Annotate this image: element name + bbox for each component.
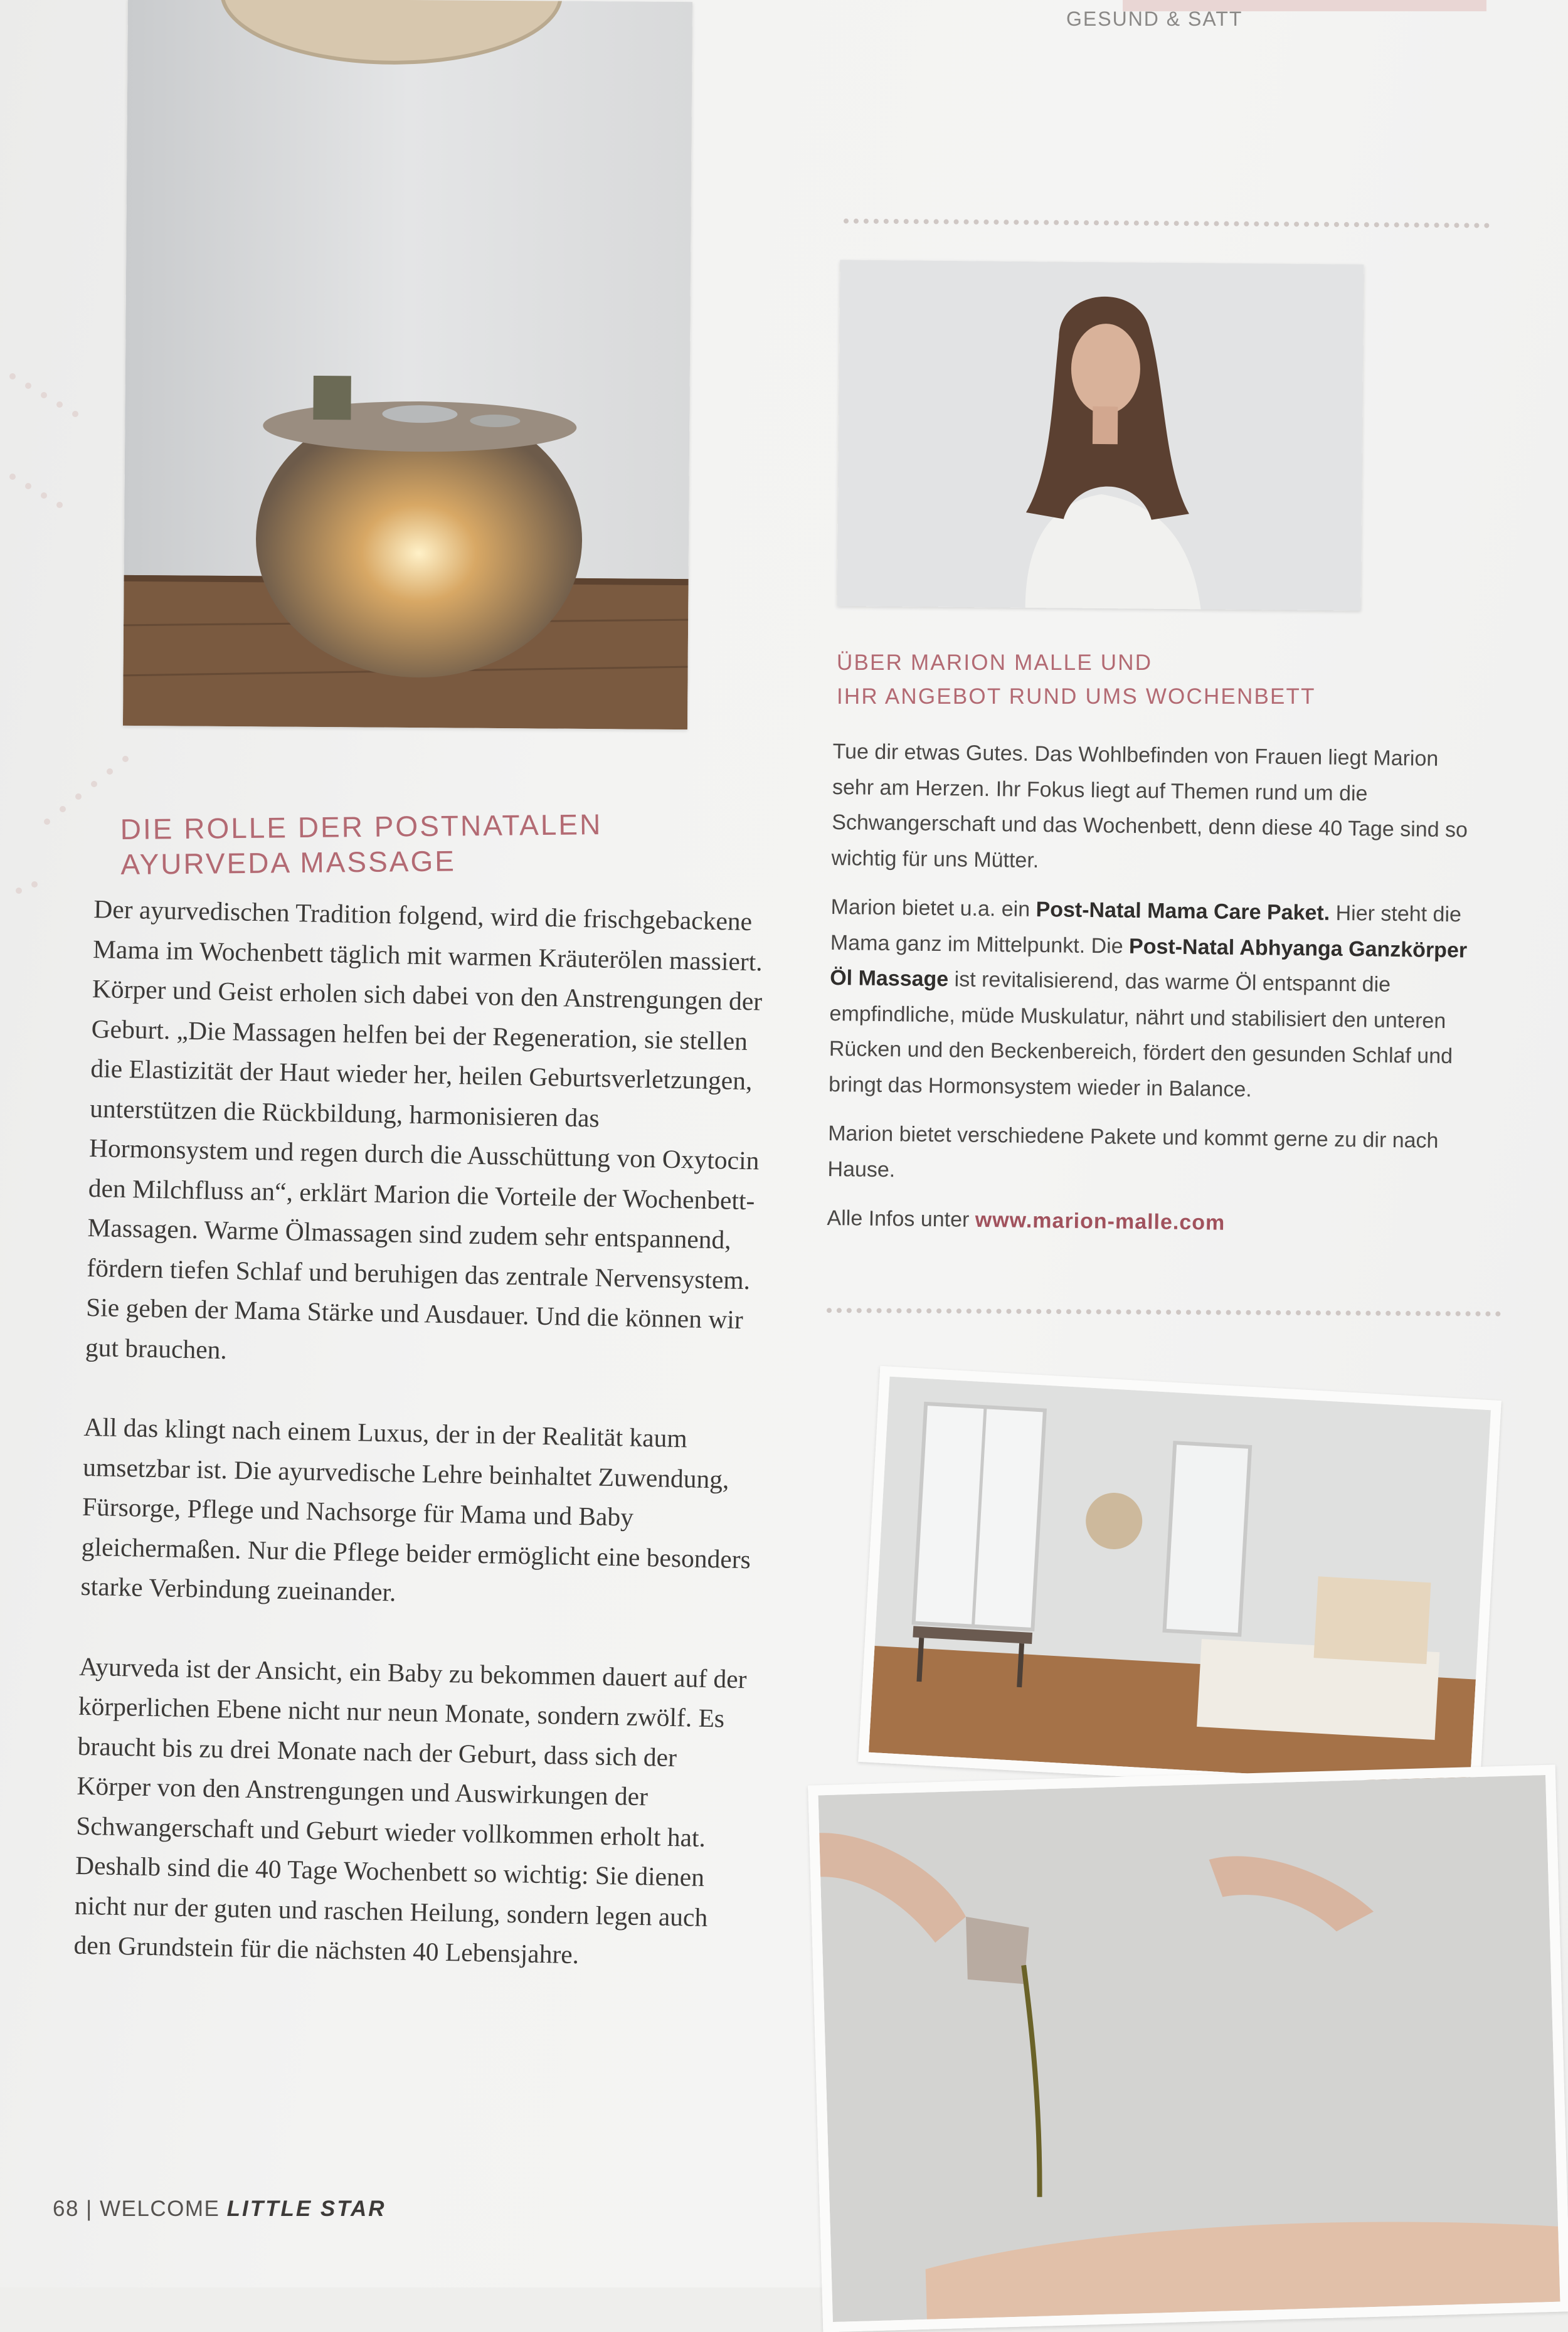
about-intro-paragraph: Tue dir etwas Gutes. Das Wohlbefinden von Frauen liegt Marion sehr am Herzen. Ihr Fokus liegt auf Themen rund um die Schwangerschaft und das Wochenbett, denn diese 40 Tage sind so wichtig für uns Mütter.: [831, 739, 1468, 872]
portrait-photo: [837, 260, 1364, 610]
abhyanga-massage: Post-Natal Abhyanga Ganzkörper Öl Massage: [830, 934, 1468, 992]
offer-text-2: Hier steht die Mama ganz im Mittelpunkt. Die: [830, 901, 1462, 958]
article-paragraph-1: Der ayurvedischen Tradition folgend, wird die frischgebackene Mama im Wochenbett täglich mit warmen Kräuterölen massiert. Körper und Geist erholen sich dabei von den Anstrengungen der Geburt. „Die Massagen helfen bei der Regeneration, sie stellen die Elastizität der Haut wieder her, heilen Geburtsverletzungen, unterstützen die Rückbildung, harmonisieren das Hormonsystem und regen durch die Ausschüttung von Oxytocin den Milchfluss an“, erklärt Marion die Vorteile der Wochenbett-Massagen. Warme Ölmassagen sind zudem sehr entspannend, fördern tiefen Schlaf und beruhigen das zentrale Nervensystem. Sie geben der Mama Stärke und Ausdauer. Und die können wir gut brauchen.: [85, 894, 763, 1364]
about-heading-line2: IHR ANGEBOT RUND UMS WOCHENBETT: [837, 684, 1316, 709]
about-heading-line1: ÜBER MARION MALLE UND: [837, 650, 1153, 675]
dotted-divider-bottom: [827, 1308, 1501, 1317]
about-offer-paragraph: [829, 889, 1477, 1110]
section-label: GESUND & SATT: [1066, 8, 1243, 30]
page-footer: [53, 2197, 386, 2222]
offer-text-3: ist revitalisierend, das warme Öl entspannt die empfindliche, müde Muskulatur, nährt und stabilisiert den unteren Rücken und den Beckenbereich, fördert den gesunden Schlaf und bringt das Hormonsystem wieder in Balance.: [828, 967, 1453, 1101]
about-heading: [837, 646, 1316, 714]
mama-care-package: Post-Natal Mama Care Paket.: [1036, 897, 1330, 925]
article-paragraph-3: Ayurveda ist der Ansicht, ein Baby zu bekommen dauert auf der körperlichen Ebene nicht nur neun Monate, sondern zwölf. Es braucht bis zu drei Monate nach der Geburt, dass sich der Körper von den Anstrengungen und Auswirkungen der Schwangerschaft und Geburt wieder vollkommen erholt hat. Deshalb sind die 40 Tage Wochenbett so wichtig: Sie dienen nicht nur der guten und raschen Heilung, sondern legen auch den Grundstein für die nächsten 40 Lebensjahre.: [73, 1651, 747, 1969]
about-packages-paragraph: Marion bietet verschiedene Pakete und kommt gerne zu dir nach Hause.: [827, 1121, 1439, 1182]
room-photo: [858, 1366, 1502, 1796]
article-heading-line1: DIE ROLLE DER POSTNATALEN: [120, 807, 603, 846]
dotted-divider-top: [844, 218, 1490, 228]
article-paragraph-2: All das klingt nach einem Luxus, der in der Realität kaum umsetzbar ist. Die ayurvedische Lehre beinhaltet Zuwendung, Fürsorge, Pflege und Nachsorge für Mama und Baby gleichermaßen. Nur die Pflege beider ermöglicht eine besonders starke Verbindung zueinander.: [80, 1412, 751, 1607]
magazine-brand: LITTLE STAR: [226, 2197, 386, 2221]
article-heading: [120, 807, 603, 882]
page-number: 68: [53, 2197, 79, 2221]
about-info-paragraph: [827, 1200, 1473, 1244]
article-heading-line2: AYURVEDA MASSAGE: [120, 844, 457, 881]
website-link[interactable]: www.marion-malle.com: [975, 1207, 1226, 1235]
offer-text-1: Marion bietet u.a. ein: [830, 894, 1036, 921]
magazine-name: WELCOME: [100, 2197, 220, 2221]
article-body: [73, 889, 765, 2018]
massage-photo: [808, 1765, 1568, 2332]
footer-separator: |: [86, 2197, 93, 2221]
lantern-photo: [123, 0, 692, 729]
info-prefix: Alle Infos unter: [827, 1206, 976, 1232]
about-body: [827, 734, 1479, 1258]
